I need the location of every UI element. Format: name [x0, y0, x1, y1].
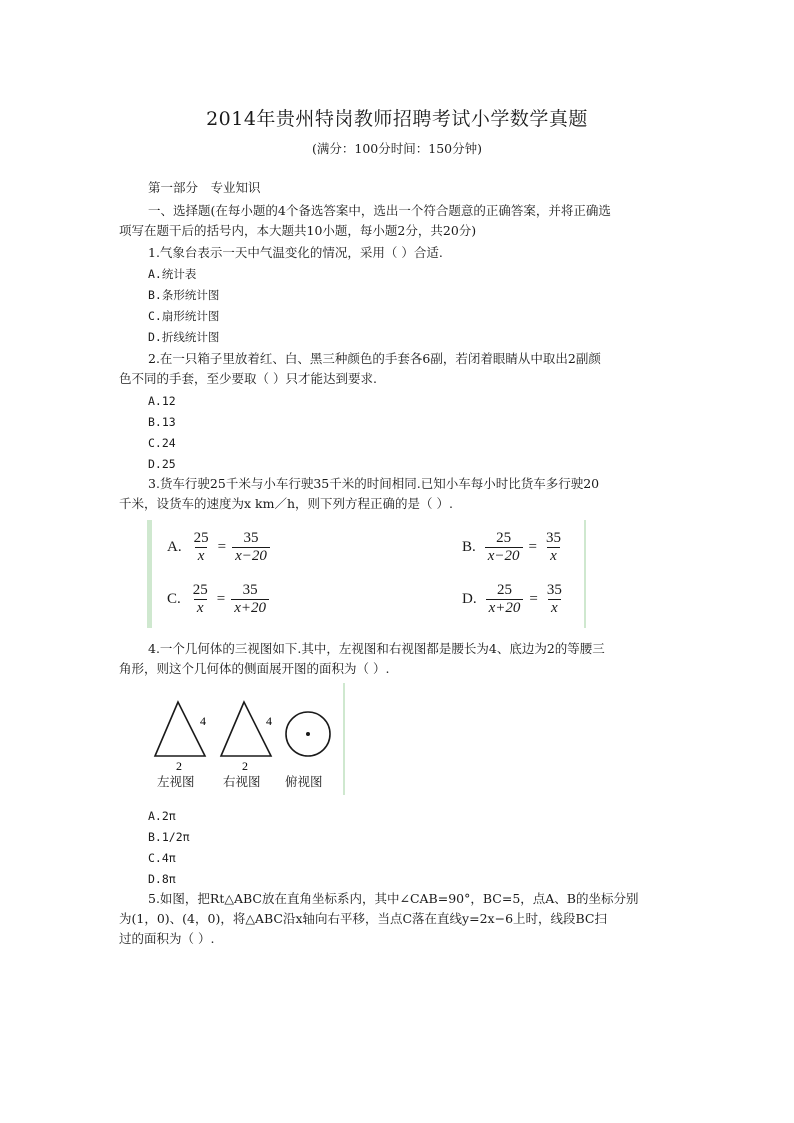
numerator: 25: [496, 582, 512, 598]
q3-choice-c-left-fraction: [190, 582, 211, 617]
right-view-side-label: 4: [266, 714, 272, 728]
q3-choice-c-label: C.: [167, 591, 181, 607]
q4-option-a: A.2π: [148, 809, 176, 823]
q3-choice-c: C. $\frac{25}{x}$ = $\frac{35}{x+20}$: [167, 582, 272, 617]
q4-three-view-figure: [147, 683, 345, 795]
left-view-side-label: 4: [200, 714, 206, 728]
numerator: 35: [243, 530, 259, 546]
q1-option-d: D.折线统计图: [148, 330, 220, 344]
q2-option-c: C.24: [148, 436, 176, 450]
numerator: 35: [546, 582, 562, 598]
left-view-triangle: [155, 702, 205, 756]
q1-option-a: A.统计表: [148, 267, 197, 281]
q3-stem-line2: 千米，设货车的速度为x km／h，则下列方程正确的是（ ）.: [119, 496, 453, 511]
q4-option-b: B.1/2π: [148, 830, 190, 844]
right-view-caption: 右视图: [223, 774, 261, 789]
q2-option-b: B.13: [148, 415, 176, 429]
part-heading: 第一部分 专业知识: [148, 180, 261, 195]
right-view-triangle: [221, 702, 271, 756]
q3-choice-d: D. $\frac{25}{x+20}$ = $\frac{35}{x}$: [462, 582, 568, 617]
q3-choice-d-right-fraction: [544, 582, 565, 617]
q3-choice-b: B. $\frac{25}{x-20}$ = $\frac{35}{x}$: [462, 530, 567, 565]
top-view-caption: 俯视图: [285, 774, 323, 789]
q3-choice-a-label: A.: [167, 539, 182, 555]
left-view-caption: 左视图: [157, 774, 195, 789]
q3-choice-b-label: B.: [462, 539, 476, 555]
q3-equation-choices: [147, 520, 586, 628]
q3-choice-d-label: D.: [462, 591, 477, 607]
numerator: 35: [546, 530, 562, 546]
denominator: x: [547, 547, 560, 565]
q2-stem-line2: 色不同的手套，至少要取（ ）只才能达到要求.: [119, 371, 377, 386]
q3-stem-line1: 3.货车行驶25千米与小车行驶35千米的时间相同.已知小车每小时比货车多行驶20: [148, 476, 600, 491]
denominator: x+20: [231, 599, 269, 617]
q4-option-d: D.8π: [148, 872, 176, 886]
numerator: 25: [192, 582, 208, 598]
q3-choice-a-left-fraction: [191, 530, 212, 565]
q5-stem-line2: 为(1，0)、(4，0)，将△ABC沿x轴向右平移，当点C落在直线y=2x−6上时，线段BC扫: [119, 911, 608, 926]
numerator: 35: [242, 582, 258, 598]
denominator: x: [548, 599, 561, 617]
section-instructions-line1: 一、选择题(在每小题的4个备选答案中，选出一个符合题意的正确答案，并将正确选: [148, 203, 611, 218]
numerator: 25: [496, 530, 512, 546]
right-view-base-label: 2: [242, 759, 248, 773]
q3-choice-a-right-fraction: [232, 530, 270, 565]
left-view-base-label: 2: [176, 759, 182, 773]
denominator: x−20: [232, 547, 270, 565]
q3-choice-a: A. $\frac{25}{x}$ = $\frac{35}{x-20}$: [167, 530, 273, 565]
q4-stem-line1: 4.一个几何体的三视图如下.其中，左视图和右视图都是腰长为4、底边为2的等腰三: [148, 641, 605, 656]
q3-choice-b-right-fraction: [543, 530, 564, 565]
denominator: x: [195, 547, 208, 565]
q4-stem-line2: 角形，则这个几何体的侧面展开图的面积为（ ）.: [119, 661, 390, 676]
q5-stem-line1: 5.如图，把Rt△ABC放在直角坐标系内，其中∠CAB=90°，BC=5，点A、B的坐标分别: [148, 891, 639, 906]
top-view-center-dot: [306, 732, 310, 736]
denominator: x−20: [485, 547, 523, 565]
q4-option-c: C.4π: [148, 851, 176, 865]
q1-option-b: B.条形统计图: [148, 288, 220, 302]
q1-stem: 1.气象台表示一天中气温变化的情况，采用（ ）合适.: [148, 245, 443, 260]
page-title: 2014年贵州特岗教师招聘考试小学数学真题: [206, 108, 588, 130]
q2-stem-line1: 2.在一只箱子里放着红、白、黑三种颜色的手套各6副，若闭着眼睛从中取出2副颜: [148, 351, 601, 366]
q1-option-c: C.扇形统计图: [148, 309, 220, 323]
q3-choice-d-left-fraction: [486, 582, 524, 617]
section-instructions-line2: 项写在题干后的括号内，本大题共10小题，每小题2分，共20分): [119, 223, 477, 238]
numerator: 25: [193, 530, 209, 546]
denominator: x: [194, 599, 207, 617]
exam-info: (满分：100分时间：150分钟): [312, 141, 482, 156]
denominator: x+20: [486, 599, 524, 617]
q2-option-d: D.25: [148, 457, 176, 471]
q2-option-a: A.12: [148, 394, 176, 408]
q5-stem-line3: 过的面积为（ ）.: [119, 931, 215, 946]
q3-choice-c-right-fraction: [231, 582, 269, 617]
q3-choice-b-left-fraction: [485, 530, 523, 565]
